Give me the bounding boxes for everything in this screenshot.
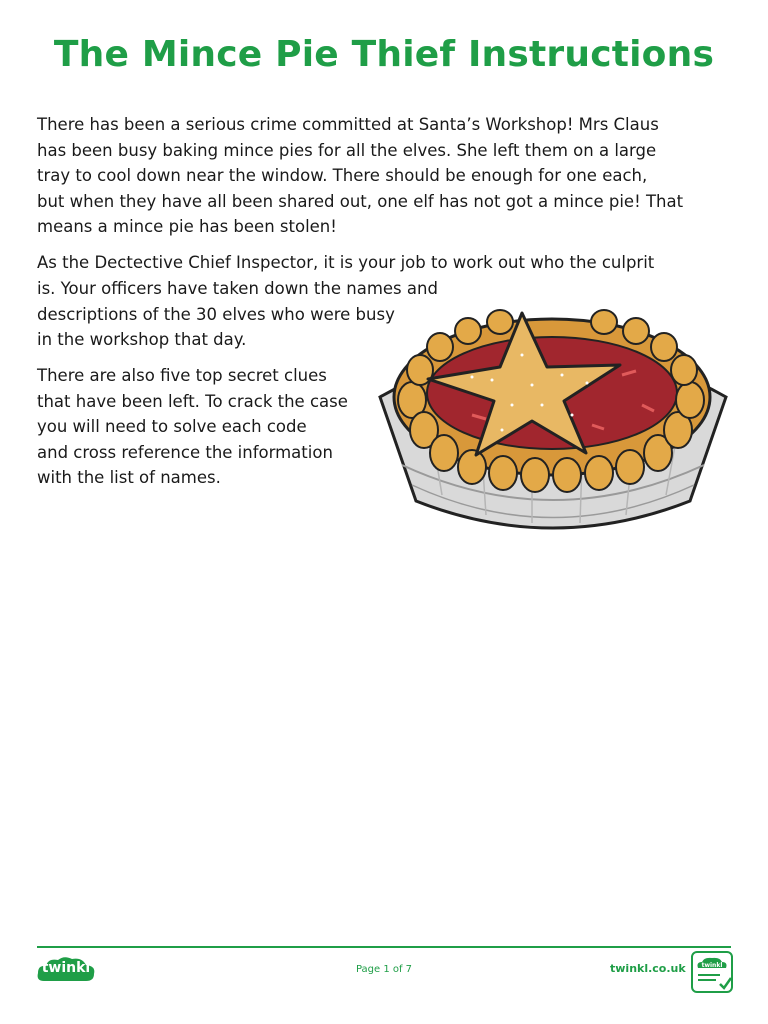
text-line: in the workshop that day. <box>37 330 247 350</box>
text-line: descriptions of the 30 elves who were busy <box>37 304 395 324</box>
text-line: means a mince pie has been stolen! <box>37 217 337 237</box>
intro-paragraph <box>37 112 737 240</box>
text-line: and cross reference the information <box>37 442 333 462</box>
text-line: tray to cool down near the window. There should be enough for one each, <box>37 166 648 186</box>
footer-divider <box>37 946 731 948</box>
page-title: The Mince Pie Thief Instructions <box>53 34 715 75</box>
badge-text: twinkl <box>701 962 723 969</box>
text-line: As the Dectective Chief Inspector, it is your job to work out who the culprit <box>37 253 655 272</box>
website-link[interactable]: twinkl.co.uk <box>610 962 686 975</box>
text-line: that have been left. To crack the case <box>37 391 348 411</box>
inspector-paragraph-line-1 <box>37 250 737 276</box>
logo-text: twinkl <box>41 960 91 976</box>
mince-pie-icon <box>372 305 734 533</box>
page-number: Page 1 of 7 <box>355 964 413 975</box>
text-line: There are also five top secret clues <box>37 366 327 385</box>
quality-standard-badge-icon <box>690 950 734 994</box>
text-line: There has been a serious crime committed at Santa’s Workshop! Mrs Claus <box>37 115 659 134</box>
clues-paragraph <box>37 363 367 491</box>
text-line: is. Your officers have taken down the names and <box>37 279 438 298</box>
text-line: but when they have all been shared out, one elf has not got a mince pie! That <box>37 191 684 211</box>
text-line: has been busy baking mince pies for all the elves. She left them on a large <box>37 140 657 160</box>
text-line: you will need to solve each code <box>37 417 307 437</box>
text-line: with the list of names. <box>37 468 221 488</box>
